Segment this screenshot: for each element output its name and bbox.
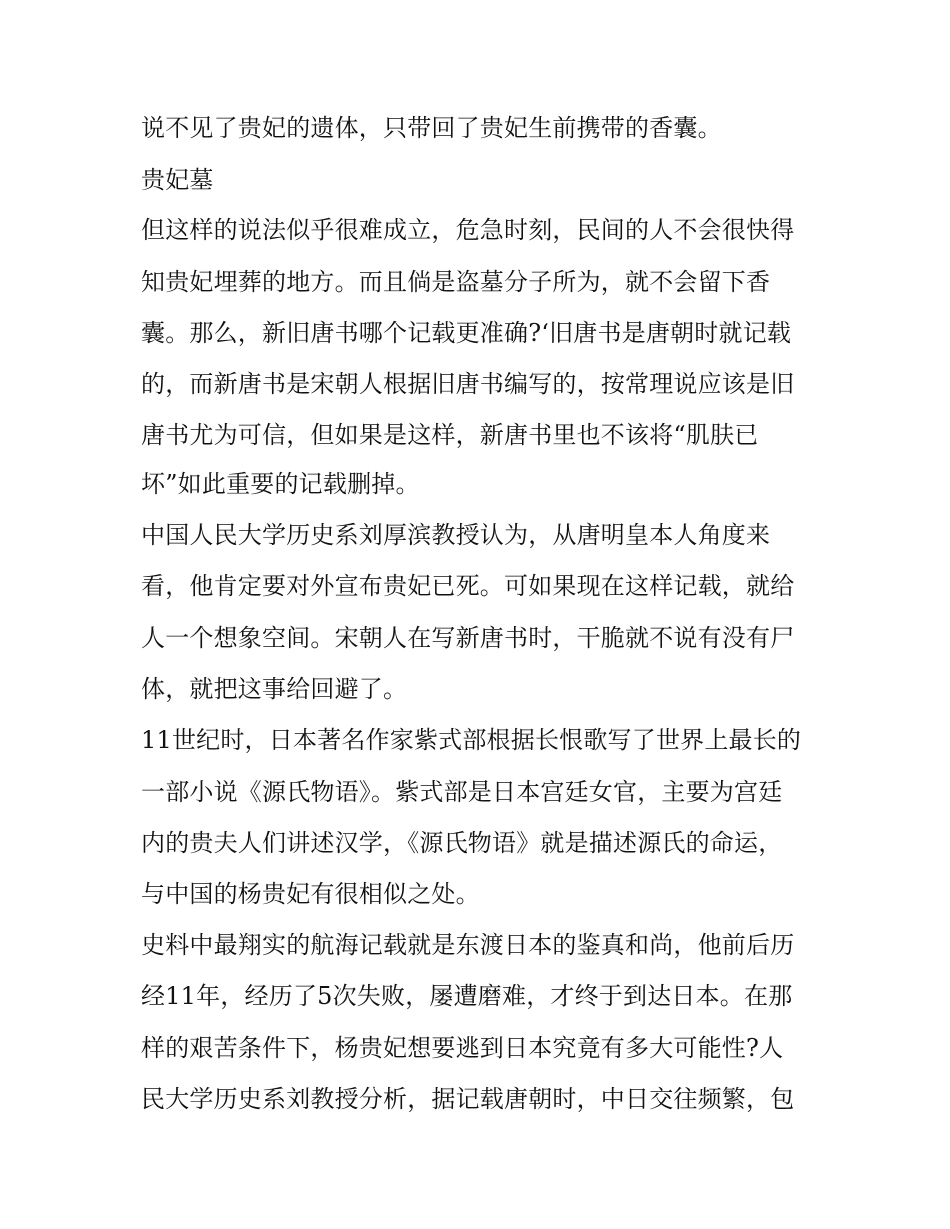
text-line: 看，他肯定要对外宣布贵妃已死。可如果现在这样记载，就给 xyxy=(141,572,795,600)
text-line: 坏”如此重要的记载删掉。 xyxy=(141,470,420,498)
text-line: 样的艰苦条件下，杨贵妃想要逃到日本究竟有多大可能性?人 xyxy=(141,1034,784,1062)
text-line: 一部小说《源氏物语》。紫式部是日本宫廷女官，主要为宫廷 xyxy=(141,778,783,806)
section-heading: 贵妃墓 xyxy=(141,166,214,194)
text-line: 知贵妃埋葬的地方。而且倘是盗墓分子所为，就不会留下香 xyxy=(141,268,771,296)
text-line: 与中国的杨贵妃有很相似之处。 xyxy=(141,880,480,908)
text-line: 说不见了贵妃的遗体，只带回了贵妃生前携带的香囊。 xyxy=(141,114,722,142)
text-line: 史料中最翔实的航海记载就是东渡日本的鉴真和尚，他前后历 xyxy=(141,931,795,959)
text-line: 人一个想象空间。宋朝人在写新唐书时，干脆就不说有没有尸 xyxy=(141,624,795,652)
text-line: 唐书尤为可信，但如果是这样，新唐书里也不该将“肌肤已 xyxy=(141,421,759,449)
text-line: 经11年，经历了5次失败，屡遭磨难，才终于到达日本。在那 xyxy=(141,982,793,1010)
text-line: 但这样的说法似乎很难成立，危急时刻，民间的人不会很快得 xyxy=(141,216,795,244)
text-line: 中国人民大学历史系刘厚滨教授认为，从唐明皇本人角度来 xyxy=(141,521,771,549)
text-line: 体，就把这事给回避了。 xyxy=(141,675,408,703)
text-line: 11世纪时，日本著名作家紫式部根据长恨歌写了世界上最长的 xyxy=(141,726,802,754)
text-line: 民大学历史系刘教授分析，据记载唐朝时，中日交往频繁，包 xyxy=(141,1085,795,1113)
text-line: 的，而新唐书是宋朝人根据旧唐书编写的，按常理说应该是旧 xyxy=(141,370,795,398)
text-line: 内的贵夫人们讲述汉学，《源氏物语》就是描述源氏的命运， xyxy=(141,829,783,857)
text-line: 囊。那么，新旧唐书哪个记载更准确?‘旧唐书是唐朝时就记载 xyxy=(141,319,792,347)
